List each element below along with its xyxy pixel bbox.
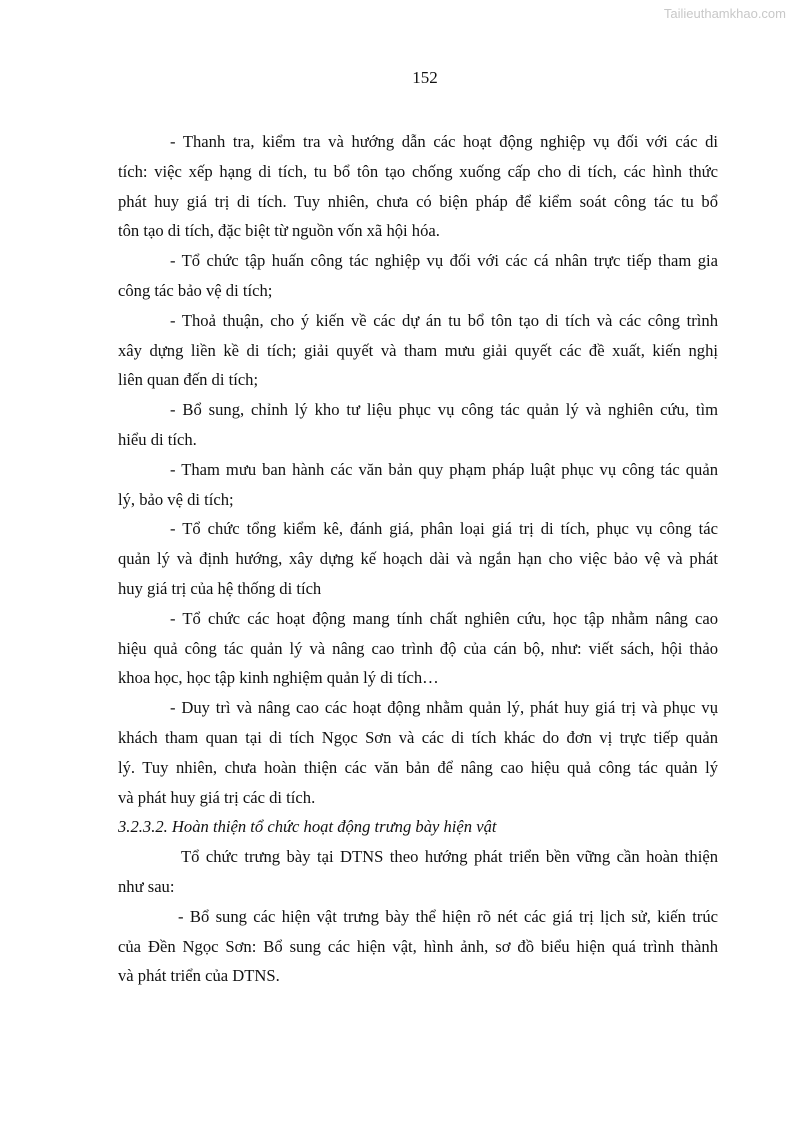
text-line: hiểu di tích. bbox=[118, 429, 197, 449]
text-line: và phát triển của DTNS. bbox=[118, 966, 280, 986]
text-line: huy giá trị của hệ thống di tích bbox=[118, 578, 322, 598]
text-line: liên quan đến di tích; bbox=[118, 370, 259, 390]
bullet-paragraph bbox=[118, 395, 718, 455]
page-number: 152 bbox=[412, 68, 438, 87]
watermark: Tailieuthamkhao.com bbox=[663, 6, 786, 21]
bullet-paragraph bbox=[118, 455, 718, 515]
text-line: - Duy trì và nâng cao các hoạt động nhằm quản lý, phát huy giá trị và phục vụ bbox=[170, 698, 718, 718]
bullet-paragraph bbox=[118, 514, 718, 603]
text-line: - Bổ sung, chỉnh lý kho tư liệu phục vụ công tác quản lý và nghiên cứu, tìm bbox=[170, 400, 718, 420]
text-line: - Thoả thuận, cho ý kiến về các dự án tu bổ tôn tạo di tích và các công trình bbox=[170, 310, 718, 330]
document-body bbox=[118, 127, 718, 991]
text-line: xây dựng liền kề di tích; giải quyết và tham mưu giải quyết các đề xuất, kiến nghị bbox=[118, 340, 718, 360]
text-line: khách tham quan tại di tích Ngọc Sơn và các di tích khác do đơn vị trực tiếp quản bbox=[118, 727, 718, 747]
text-line: và phát huy giá trị các di tích. bbox=[118, 787, 316, 807]
text-line: tích: việc xếp hạng di tích, tu bổ tôn tạo chống xuống cấp cho di tích, các hình thức bbox=[118, 161, 718, 181]
bullet-paragraph bbox=[118, 693, 718, 812]
text-line: - Tổ chức tập huấn công tác nghiệp vụ đối với các cá nhân trực tiếp tham gia bbox=[170, 251, 718, 271]
text-line: - Tổ chức các hoạt động mang tính chất nghiên cứu, học tập nhằm nâng cao bbox=[170, 608, 718, 628]
bullet-paragraph bbox=[118, 902, 718, 991]
text-line: tôn tạo di tích, đặc biệt từ nguồn vốn xã hội hóa. bbox=[118, 221, 440, 241]
text-line: như sau: bbox=[118, 876, 175, 896]
bullet-paragraph bbox=[118, 127, 718, 246]
text-line: 3.2.3.2. Hoàn thiện tổ chức hoạt động trưng bày hiện vật bbox=[118, 817, 497, 837]
text-line: khoa học, học tập kinh nghiệm quản lý di tích… bbox=[118, 668, 439, 688]
text-line: quản lý và định hướng, xây dựng kế hoạch dài và ngắn hạn cho việc bảo vệ và phát bbox=[118, 549, 718, 569]
text-line: - Tham mưu ban hành các văn bản quy phạm pháp luật phục vụ công tác quản bbox=[170, 459, 718, 479]
paragraph bbox=[118, 842, 718, 902]
text-line: - Thanh tra, kiểm tra và hướng dẫn các hoạt động nghiệp vụ đối với các di bbox=[170, 132, 718, 151]
text-line: - Bổ sung các hiện vật trưng bày thể hiện rõ nét các giá trị lịch sử, kiến trúc bbox=[178, 906, 718, 926]
bullet-paragraph bbox=[118, 306, 718, 395]
text-line: công tác bảo vệ di tích; bbox=[118, 280, 273, 300]
text-line: lý, bảo vệ di tích; bbox=[118, 489, 234, 509]
section-heading bbox=[118, 812, 718, 842]
text-line: phát huy giá trị di tích. Tuy nhiên, chưa có biện pháp để kiểm soát công tác tu bổ bbox=[118, 191, 718, 211]
bullet-paragraph bbox=[118, 604, 718, 693]
text-line: của Đền Ngọc Sơn: Bổ sung các hiện vật, hình ảnh, sơ đồ biểu hiện quá trình thành bbox=[118, 936, 718, 956]
bullet-paragraph bbox=[118, 246, 718, 306]
text-line: - Tổ chức tổng kiểm kê, đánh giá, phân loại giá trị di tích, phục vụ công tác bbox=[170, 519, 718, 539]
text-line: hiệu quả công tác quản lý và nâng cao trình độ của cán bộ, như: viết sách, hội thảo bbox=[118, 638, 718, 658]
text-line: lý. Tuy nhiên, chưa hoàn thiện các văn bản để nâng cao hiệu quả công tác quản lý bbox=[118, 757, 718, 777]
text-line: Tổ chức trưng bày tại DTNS theo hướng phát triển bền vững cần hoàn thiện bbox=[181, 847, 718, 867]
